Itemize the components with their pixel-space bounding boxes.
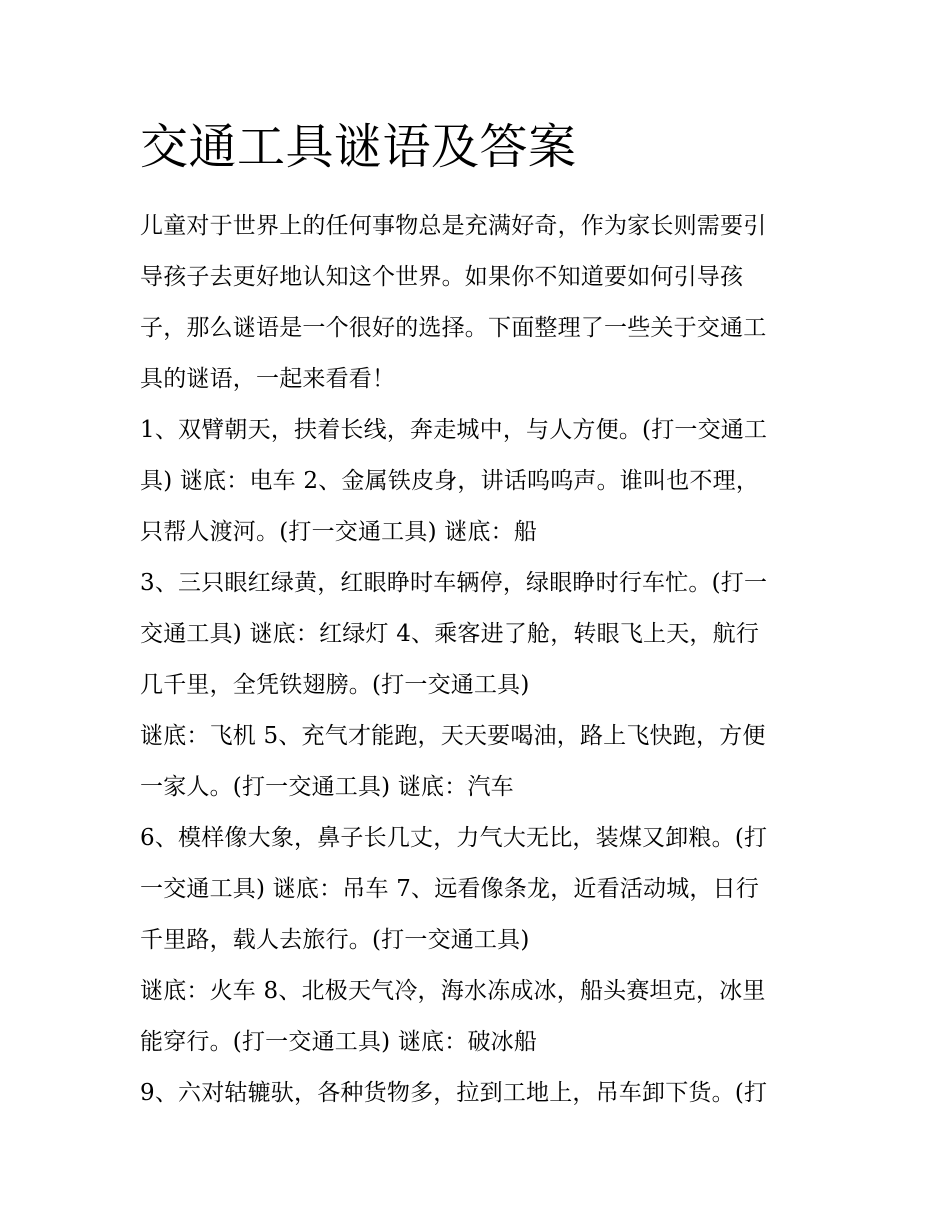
body-line: 儿童对于世界上的任何事物总是充满好奇，作为家长则需要引 [140,213,767,239]
body-line: 千里路，载人去旅行。(打一交通工具) [140,927,530,953]
body-line: 一交通工具) 谜底：吊车 7、远看像条龙，近看活动城，日行 [140,876,760,902]
document-content [140,112,812,1119]
document-body [140,201,812,1119]
document-title: 交通工具谜语及答案 [140,119,577,175]
body-line: 谜底：飞机 5、充气才能跑，天天要喝油，路上飞快跑，方便 [140,723,766,749]
body-line: 子，那么谜语是一个很好的选择。下面整理了一些关于交通工 [140,315,767,341]
body-line: 导孩子去更好地认知这个世界。如果你不知道要如何引导孩 [140,264,744,290]
body-line: 一家人。(打一交通工具) 谜底：汽车 [140,774,514,800]
body-line: 几千里，全凭铁翅膀。(打一交通工具) [140,672,530,698]
body-line: 9、六对轱辘驮，各种货物多，拉到工地上，吊车卸下货。(打 [140,1080,768,1106]
body-line: 谜底：火车 8、北极天气冷，海水冻成冰，船头赛坦克，冰里 [140,978,766,1004]
body-line: 具的谜语，一起来看看！ [140,366,396,392]
body-line: 交通工具) 谜底：红绿灯 4、乘客进了舱，转眼飞上天，航行 [140,621,760,647]
body-line: 具) 谜底：电车 2、金属铁皮身，讲话呜呜声。谁叫也不理， [140,468,760,494]
body-line: 6、模样像大象，鼻子长几丈，力气大无比，装煤又卸粮。(打 [140,825,768,851]
body-line: 1、双臂朝天，扶着长线，奔走城中，与人方便。(打一交通工 [140,417,768,443]
body-line: 能穿行。(打一交通工具) 谜底：破冰船 [140,1029,538,1055]
body-line: 3、三只眼红绿黄，红眼睁时车辆停，绿眼睁时行车忙。(打一 [140,570,768,596]
body-line: 只帮人渡河。(打一交通工具) 谜底：船 [140,519,538,545]
